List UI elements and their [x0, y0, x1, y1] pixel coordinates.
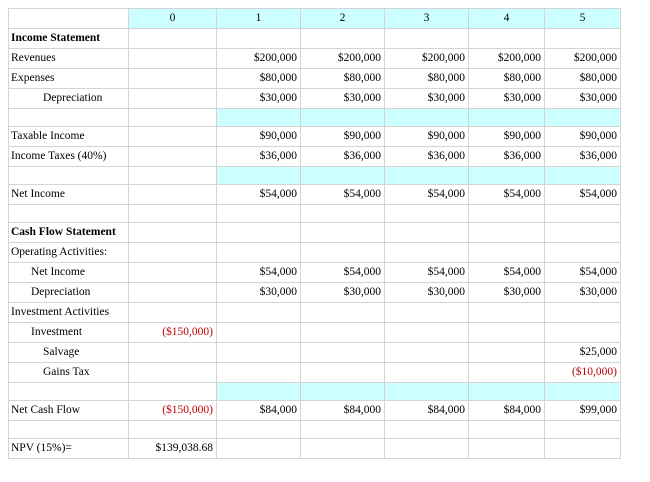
empty-cell: [469, 29, 545, 49]
empty-cell: [385, 223, 469, 243]
depreciation-value: $30,000: [469, 89, 545, 109]
revenues-value: $200,000: [301, 49, 385, 69]
revenues-row: [9, 49, 621, 69]
empty-cell: [301, 421, 385, 439]
table-row: [9, 421, 621, 439]
income-taxes-value: $36,000: [217, 147, 301, 167]
highlight-band: [301, 109, 385, 127]
empty-cell: [129, 109, 217, 127]
empty-cell: [129, 421, 217, 439]
highlight-band: [217, 167, 301, 185]
highlight-band: [217, 109, 301, 127]
investment-value: [469, 323, 545, 343]
income-taxes-value: $36,000: [469, 147, 545, 167]
empty-cell: [301, 243, 385, 263]
salvage-value: [385, 343, 469, 363]
cf-net-income-value: $54,000: [469, 263, 545, 283]
salvage-value: $25,000: [545, 343, 621, 363]
salvage-row: [9, 343, 621, 363]
empty-cell: [469, 223, 545, 243]
empty-cell: [129, 223, 217, 243]
table-row: [9, 9, 621, 29]
gains-tax-value: [217, 363, 301, 383]
salvage-value: [129, 343, 217, 363]
net-cash-flow-value: $84,000: [385, 401, 469, 421]
cash-flow-title: Cash Flow Statement: [9, 223, 129, 243]
empty-cell: [469, 439, 545, 459]
empty-cell: [217, 303, 301, 323]
investment-value: ($150,000): [129, 323, 217, 343]
cf-depreciation-value: [129, 283, 217, 303]
cf-net-income-label: Net Income: [9, 263, 129, 283]
empty-cell: [301, 223, 385, 243]
income-taxes-value: $36,000: [385, 147, 469, 167]
depreciation-value: $30,000: [385, 89, 469, 109]
highlight-band: [301, 167, 385, 185]
highlight-band: [385, 167, 469, 185]
expenses-row: [9, 69, 621, 89]
net-cash-flow-row: [9, 401, 621, 421]
salvage-value: [469, 343, 545, 363]
highlight-band: [545, 167, 621, 185]
taxable-income-value: $90,000: [469, 127, 545, 147]
empty-cell: [469, 303, 545, 323]
salvage-value: [217, 343, 301, 363]
empty-cell: [469, 205, 545, 223]
empty-cell: [9, 205, 129, 223]
net-income-value: $54,000: [301, 185, 385, 205]
income-taxes-value: [129, 147, 217, 167]
period-header: 4: [469, 9, 545, 29]
income-taxes-row: [9, 147, 621, 167]
cf-depreciation-value: $30,000: [385, 283, 469, 303]
empty-cell: [469, 421, 545, 439]
expenses-label: Expenses: [9, 69, 129, 89]
expenses-value: $80,000: [217, 69, 301, 89]
highlight-band: [217, 383, 301, 401]
taxable-income-value: [129, 127, 217, 147]
empty-cell: [217, 421, 301, 439]
highlight-band: [301, 383, 385, 401]
highlight-band: [545, 383, 621, 401]
income-taxes-value: $36,000: [545, 147, 621, 167]
empty-cell: [545, 205, 621, 223]
npv-value: $139,038.68: [129, 439, 217, 459]
salvage-label: Salvage: [9, 343, 129, 363]
net-income-value: [129, 185, 217, 205]
expenses-value: [129, 69, 217, 89]
cf-net-income-value: $54,000: [301, 263, 385, 283]
empty-cell: [385, 439, 469, 459]
investment-value: [385, 323, 469, 343]
revenues-value: [129, 49, 217, 69]
operating-activities-label: Operating Activities:: [9, 243, 129, 263]
net-cash-flow-value: $84,000: [217, 401, 301, 421]
cf-depreciation-label: Depreciation: [9, 283, 129, 303]
investment-activities-label-row: [9, 303, 621, 323]
empty-cell: [129, 167, 217, 185]
depreciation-label: Depreciation: [9, 89, 129, 109]
empty-cell: [301, 205, 385, 223]
gains-tax-value: ($10,000): [545, 363, 621, 383]
cf-depreciation-value: $30,000: [469, 283, 545, 303]
revenues-value: $200,000: [385, 49, 469, 69]
depreciation-row: [9, 89, 621, 109]
empty-cell: [545, 223, 621, 243]
empty-cell: [301, 29, 385, 49]
gains-tax-value: [301, 363, 385, 383]
highlight-band: [469, 109, 545, 127]
gains-tax-value: [129, 363, 217, 383]
empty-cell: [129, 383, 217, 401]
period-header: 2: [301, 9, 385, 29]
investment-row: [9, 323, 621, 343]
highlight-band: [385, 109, 469, 127]
income-taxes-value: $36,000: [301, 147, 385, 167]
empty-cell: [545, 243, 621, 263]
net-income-value: $54,000: [469, 185, 545, 205]
depreciation-value: $30,000: [545, 89, 621, 109]
period-header: 1: [217, 9, 301, 29]
cf-depreciation-row: [9, 283, 621, 303]
empty-cell: [129, 243, 217, 263]
empty-cell: [217, 205, 301, 223]
table-row: [9, 439, 621, 459]
net-income-value: $54,000: [545, 185, 621, 205]
period-header: 5: [545, 9, 621, 29]
empty-cell: [385, 243, 469, 263]
investment-value: [217, 323, 301, 343]
empty-cell: [129, 29, 217, 49]
expenses-value: $80,000: [301, 69, 385, 89]
corner-cell: [9, 9, 129, 29]
cf-net-income-value: [129, 263, 217, 283]
table-row: [9, 167, 621, 185]
empty-cell: [217, 439, 301, 459]
npv-label: NPV (15%)=: [9, 439, 129, 459]
expenses-value: $80,000: [545, 69, 621, 89]
gains-tax-row: [9, 363, 621, 383]
period-header: 0: [129, 9, 217, 29]
empty-cell: [385, 205, 469, 223]
income-statement-title-row: [9, 29, 621, 49]
empty-cell: [9, 383, 129, 401]
income-statement-title: Income Statement: [9, 29, 129, 49]
taxable-income-value: $90,000: [217, 127, 301, 147]
empty-cell: [301, 303, 385, 323]
depreciation-value: $30,000: [217, 89, 301, 109]
revenues-value: $200,000: [469, 49, 545, 69]
taxable-income-label: Taxable Income: [9, 127, 129, 147]
operating-activities-label-row: [9, 243, 621, 263]
empty-cell: [545, 421, 621, 439]
empty-cell: [217, 223, 301, 243]
gains-tax-value: [385, 363, 469, 383]
empty-cell: [385, 303, 469, 323]
gains-tax-label: Gains Tax: [9, 363, 129, 383]
taxable-income-value: $90,000: [385, 127, 469, 147]
empty-cell: [9, 167, 129, 185]
table-row: [9, 109, 621, 127]
taxable-income-value: $90,000: [301, 127, 385, 147]
empty-cell: [301, 439, 385, 459]
spreadsheet: [8, 8, 621, 459]
taxable-income-value: $90,000: [545, 127, 621, 147]
empty-cell: [129, 303, 217, 323]
investment-label: Investment: [9, 323, 129, 343]
taxable-income-row: [9, 127, 621, 147]
empty-cell: [217, 243, 301, 263]
highlight-band: [469, 383, 545, 401]
empty-cell: [9, 109, 129, 127]
revenues-value: $200,000: [217, 49, 301, 69]
table-row: [9, 205, 621, 223]
cf-depreciation-value: $30,000: [217, 283, 301, 303]
empty-cell: [217, 29, 301, 49]
revenues-value: $200,000: [545, 49, 621, 69]
highlight-band: [385, 383, 469, 401]
gains-tax-value: [469, 363, 545, 383]
net-cash-flow-value: $84,000: [469, 401, 545, 421]
empty-cell: [545, 29, 621, 49]
cf-net-income-row: [9, 263, 621, 283]
expenses-value: $80,000: [385, 69, 469, 89]
investment-value: [545, 323, 621, 343]
net-cash-flow-value: ($150,000): [129, 401, 217, 421]
highlight-band: [545, 109, 621, 127]
net-income-value: $54,000: [217, 185, 301, 205]
cf-net-income-value: $54,000: [217, 263, 301, 283]
empty-cell: [385, 421, 469, 439]
net-income-row: [9, 185, 621, 205]
cash-flow-title-row: [9, 223, 621, 243]
revenues-label: Revenues: [9, 49, 129, 69]
net-cash-flow-value: $84,000: [301, 401, 385, 421]
empty-cell: [469, 243, 545, 263]
salvage-value: [301, 343, 385, 363]
depreciation-value: [129, 89, 217, 109]
net-cash-flow-value: $99,000: [545, 401, 621, 421]
cf-depreciation-value: $30,000: [545, 283, 621, 303]
empty-cell: [129, 205, 217, 223]
empty-cell: [545, 303, 621, 323]
income-taxes-label: Income Taxes (40%): [9, 147, 129, 167]
expenses-value: $80,000: [469, 69, 545, 89]
highlight-band: [469, 167, 545, 185]
cf-depreciation-value: $30,000: [301, 283, 385, 303]
net-cash-flow-label: Net Cash Flow: [9, 401, 129, 421]
cf-net-income-value: $54,000: [545, 263, 621, 283]
period-header: 3: [385, 9, 469, 29]
cf-net-income-value: $54,000: [385, 263, 469, 283]
empty-cell: [385, 29, 469, 49]
investment-activities-label: Investment Activities: [9, 303, 129, 323]
table-row: [9, 383, 621, 401]
investment-value: [301, 323, 385, 343]
empty-cell: [9, 421, 129, 439]
depreciation-value: $30,000: [301, 89, 385, 109]
net-income-value: $54,000: [385, 185, 469, 205]
net-income-label: Net Income: [9, 185, 129, 205]
empty-cell: [545, 439, 621, 459]
